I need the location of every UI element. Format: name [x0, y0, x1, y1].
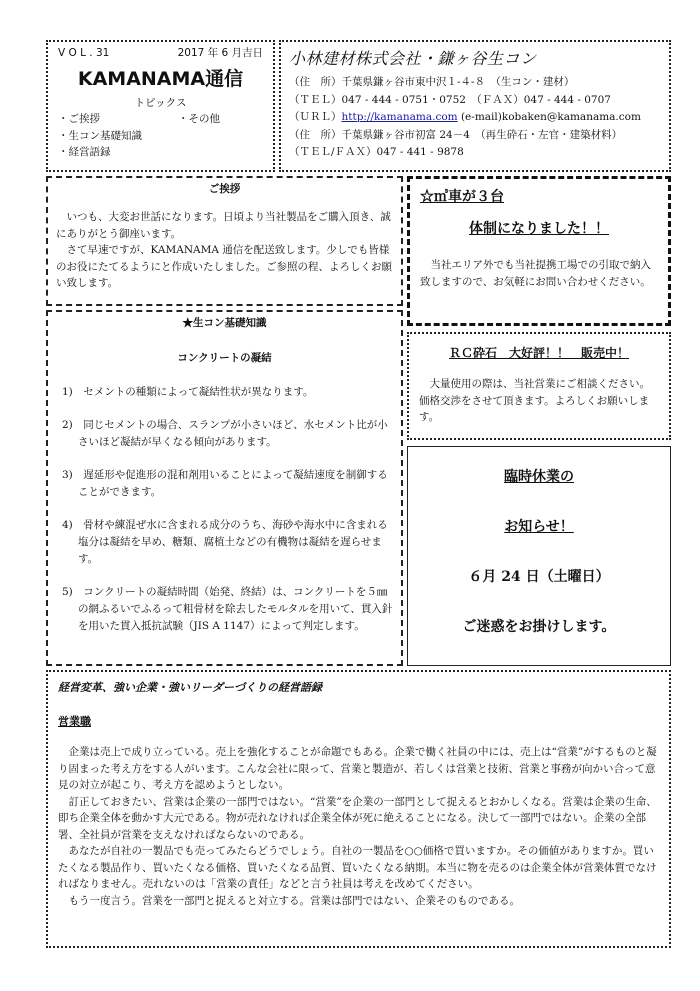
company-address: （住 所）千葉県鎌ヶ谷市東中沢１-４-８ （生コン・建材）	[289, 76, 575, 88]
quote-para: 企業は売上で成り立っている。売上を強化することが命題でもある。企業で働く社員の中には、売上は“営業”がするものと凝り固まった考え方をする人がいます。こんな会社に限って、営業と製造が、若しくは営業と技術、営業と事務が向かい合って意見の対立が起こり、考え方を認めようとしない。	[58, 746, 657, 791]
company-name: 小林建材株式会社・鎌ヶ谷生コン	[289, 49, 537, 68]
company-phone: （ＴＥＬ）047 - 444 - 0751・0752 （ＦＡＸ）047 - 444 - 0707	[289, 93, 611, 106]
topic-item: ・経営語録	[58, 146, 111, 158]
closure-apology: ご迷惑をお掛けします。	[462, 619, 616, 635]
rc-body: 大量使用の際は、当社営業にご相談ください。価格交渉をさせて頂きます。よろしくお願いします。	[419, 378, 650, 423]
branch-address: （住 所）千葉県鎌ヶ谷市初富 24－4 （再生砕石・左官・建築材料）	[289, 128, 623, 141]
closure-box	[407, 446, 671, 666]
truck-subheadline: 体制になりました！！	[469, 221, 609, 237]
basics-subheading: コンクリートの凝結	[177, 352, 272, 364]
issue-date: 2017 年 6 月吉日	[177, 47, 263, 59]
masthead-meta	[58, 46, 263, 60]
truck-headline: ☆㎥車が３台	[420, 189, 504, 205]
branch-phone: （ＴＥＬ/ＦＡＸ）047 - 441 - 9878	[289, 146, 464, 158]
greeting-para: いつも、大変お世話になります。日頃より当社製品をご購入頂き、誠にありがとう御座います。	[56, 211, 391, 240]
quotes-subheading: 営業職	[58, 715, 91, 728]
website-link[interactable]: http://kamanama.com	[341, 111, 458, 123]
masthead-box	[46, 40, 275, 172]
greeting-para: さて早速ですが、KAMANAMA 通信を配送致します。少しでも皆様のお役にたてるようにと作成いたしました。ご参照の程、よろしくお願い致します。	[56, 244, 392, 289]
company-email: (e-mail)kobaken@kamanama.com	[457, 111, 641, 123]
topics-heading: トピックス	[134, 97, 187, 109]
basics-heading: ★生コン基礎知識	[182, 317, 267, 329]
list-item: 1) セメントの種類によって凝結性状が異なります。	[62, 386, 314, 398]
volume-label: V O L . 31	[58, 47, 110, 59]
greeting-box	[46, 176, 403, 306]
list-item: 3) 遅延形や促進形の混和剤用いることによって凝結速度を制御することができます。	[62, 469, 388, 498]
greeting-heading: ご挨拶	[208, 183, 241, 195]
topic-item: ・ご挨拶	[58, 113, 100, 125]
basics-box	[46, 310, 403, 666]
quote-para: 訂正しておきたい、営業は企業の一部門ではない。“営業”を企業の一部門として捉えるとおかしくなる。営業は企業の生命、即ち企業全体を動かす大元である。物が売れなければ企業全体が死に絶えることになる。決して一部門ではない。企業の全部署、全社員が営業を支えなければならないのである。	[58, 795, 657, 841]
company-web: （ＵＲＬ）http://kamanama.com (e-mail)kobaken@kamanama.com	[289, 111, 641, 123]
quote-para: もう一度言う。営業を一部門と捉えると対立する。営業は部門ではない、企業そのものである。	[58, 894, 520, 907]
truck-body: 当社エリア外でも当社提携工場での引取で納入致しますので、お気軽にお問い合わせください。	[420, 259, 651, 288]
newsletter-title: KAMANAMA通信	[77, 68, 244, 90]
topic-item: ・生コン基礎知識	[58, 129, 142, 142]
quotes-box	[46, 670, 671, 948]
topics-list	[58, 111, 263, 161]
company-box	[279, 40, 671, 172]
list-item: 5) コンクリートの凝結時間（始発、終結）は、コンクリートを５㎜の網ふるいでふるって粗骨材を除去したモルタルを用いて、貫入針を用いた貫入抵抗試験（JIS A 1147）によって判定します。	[62, 586, 393, 632]
rc-heading: ＲＣ砕石 大好評！！ 販売中！	[448, 346, 629, 360]
topic-item: ・その他	[178, 113, 220, 125]
list-item: 2) 同じセメントの場合、スランプが小さいほど、水セメント比が小さいほど凝結が早くなる傾向があります。	[62, 419, 388, 448]
closure-date: ６月 24 日（土曜日）	[468, 569, 610, 585]
truck-box	[407, 176, 671, 326]
list-item: 4) 骨材や練混ぜ水に含まれる成分のうち、海砂や海水中に含まれる塩分は凝結を早め、糖類、腐植土などの有機物は凝結を遅らせます。	[62, 519, 388, 565]
quotes-heading: 経営変革、強い企業・強いリーダーづくりの経営語録	[58, 681, 322, 694]
quote-para: あなたが自社の一製品でも売ってみたらどうでしょう。自社の一製品を○○価格で買いますか。その価値がありますか。買いたくなる製品作り、買いたくなる価格、買いたくなる品質、買いたくなる納期。本当に物を売るのは企業全体が営業体質でなければなりません。売れないのは「営業の責任」などと言う社員は考えを改めてください。	[58, 845, 657, 890]
closure-title: 臨時休業の	[504, 469, 574, 485]
rc-box	[407, 332, 671, 440]
closure-subtitle: お知らせ！	[504, 519, 574, 535]
